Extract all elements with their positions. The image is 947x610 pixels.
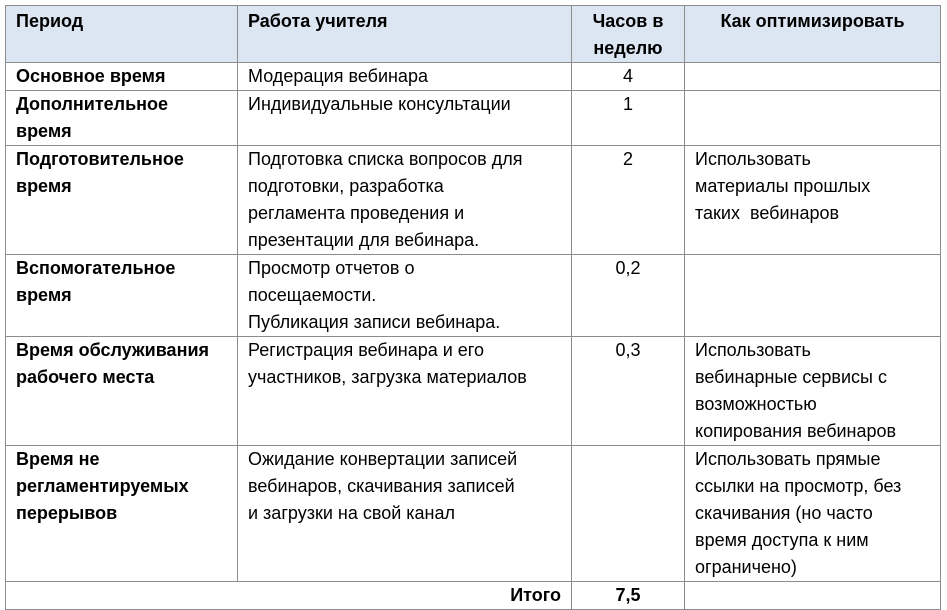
cell-hours: 2: [572, 146, 685, 255]
table-row: [6, 91, 941, 146]
table-row: [6, 446, 941, 582]
cell-line: время: [16, 285, 72, 305]
cell-line: материалы прошлых: [695, 176, 871, 196]
cell-line: Использовать прямые: [695, 449, 881, 469]
time-table: [5, 5, 941, 610]
total-label: Итого: [238, 582, 572, 610]
cell-line: таких вебинаров: [695, 203, 840, 223]
cell-line: участников, загрузка материалов: [248, 367, 527, 387]
cell-line: подготовки, разработка: [248, 176, 444, 196]
cell-line: копирования вебинаров: [695, 421, 897, 441]
cell-optimize: [685, 63, 941, 91]
table-row: [6, 146, 941, 255]
cell-line: вебинарные сервисы с: [695, 367, 887, 387]
cell-line: регламента проведения и: [248, 203, 465, 223]
cell-work: [238, 146, 572, 255]
cell-line: Время обслуживания: [16, 340, 210, 360]
table-row: [6, 63, 941, 91]
cell-line: Подготовка списка вопросов для: [248, 149, 523, 169]
cell-line: рабочего места: [16, 367, 155, 387]
cell-line: регламентируемых: [16, 476, 189, 496]
cell-hours: 0,2: [572, 255, 685, 337]
cell-period: [6, 63, 238, 91]
cell-line: ссылки на просмотр, без: [695, 476, 902, 496]
cell-period: [6, 337, 238, 446]
cell-line: Публикация записи вебинара.: [248, 312, 501, 332]
cell-line: Подготовительное: [16, 149, 184, 169]
cell-optimize: [685, 91, 941, 146]
cell-period: [6, 91, 238, 146]
cell-line: Ожидание конвертации записей: [248, 449, 518, 469]
cell-line: Основное время: [16, 66, 166, 86]
cell-line: и загрузки на свой канал: [248, 503, 455, 523]
cell-period: [6, 446, 238, 582]
cell-line: Индивидуальные консультации: [248, 94, 511, 114]
cell-work: [238, 337, 572, 446]
header-optimize: Как оптимизировать: [685, 6, 941, 63]
cell-period: [6, 255, 238, 337]
header-hours: [572, 6, 685, 63]
cell-line: Регистрация вебинара и его: [248, 340, 484, 360]
total-empty: [685, 582, 941, 610]
cell-hours: [572, 446, 685, 582]
cell-line: скачивания (но часто: [695, 503, 873, 523]
header-hours-line: неделю: [593, 38, 663, 58]
cell-line: перерывов: [16, 503, 118, 523]
header-hours-line: Часов в: [592, 11, 664, 31]
table-row: [6, 255, 941, 337]
cell-work: [238, 63, 572, 91]
header-period: Период: [6, 6, 238, 63]
cell-period: [6, 146, 238, 255]
cell-line: время: [16, 121, 72, 141]
cell-line: Просмотр отчетов о: [248, 258, 415, 278]
cell-hours: 4: [572, 63, 685, 91]
cell-work: [238, 91, 572, 146]
header-work: Работа учителя: [238, 6, 572, 63]
header-row: [6, 6, 941, 63]
total-row: [6, 582, 941, 610]
cell-optimize: [685, 146, 941, 255]
cell-line: Использовать: [695, 149, 811, 169]
total-value: 7,5: [572, 582, 685, 610]
cell-work: [238, 255, 572, 337]
cell-line: Использовать: [695, 340, 811, 360]
cell-line: возможностью: [695, 394, 817, 414]
cell-optimize: [685, 337, 941, 446]
cell-line: время доступа к ним: [695, 530, 869, 550]
cell-work: [238, 446, 572, 582]
cell-line: посещаемости.: [248, 285, 377, 305]
cell-hours: 0,3: [572, 337, 685, 446]
table-row: [6, 337, 941, 446]
cell-line: вебинаров, скачивания записей: [248, 476, 515, 496]
cell-optimize: [685, 255, 941, 337]
cell-line: Вспомогательное: [16, 258, 176, 278]
cell-line: Модерация вебинара: [248, 66, 428, 86]
cell-hours: 1: [572, 91, 685, 146]
cell-line: ограничено): [695, 557, 797, 577]
total-spacer: [6, 582, 238, 610]
cell-line: Время не: [16, 449, 100, 469]
cell-line: Дополнительное: [16, 94, 169, 114]
table-body: [6, 63, 941, 610]
cell-line: презентации для вебинара.: [248, 230, 480, 250]
cell-optimize: [685, 446, 941, 582]
cell-line: время: [16, 176, 72, 196]
